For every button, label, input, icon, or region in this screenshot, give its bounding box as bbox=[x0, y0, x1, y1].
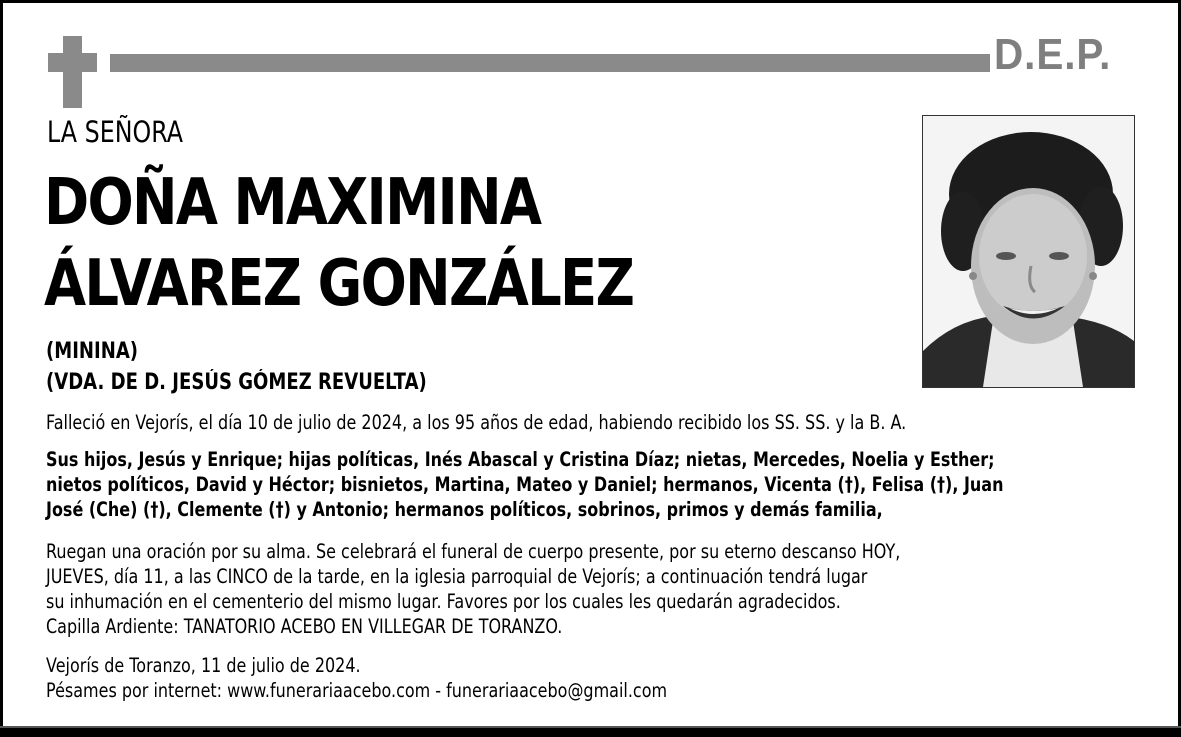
death-notice: Falleció en Vejorís, el día 10 de julio de 2024, a los 95 años de edad, habiendo recibido los SS. SS. y la B. A. bbox=[46, 411, 907, 434]
deceased-name-line1: DOÑA MAXIMINA bbox=[44, 166, 541, 240]
cross-icon-vertical bbox=[63, 36, 82, 108]
deceased-widow-of: (VDA. DE D. JESÚS GÓMEZ REVUELTA) bbox=[46, 370, 427, 395]
condolences-contact: Pésames por internet: www.funerariaacebo.com - funerariaacebo@gmail.com bbox=[46, 679, 668, 702]
cross-icon-horizontal bbox=[48, 53, 97, 72]
portrait-photo bbox=[922, 115, 1135, 388]
place-date: Vejorís de Toranzo, 11 de julio de 2024. bbox=[46, 654, 361, 677]
service-line: Capilla Ardiente: TANATORIO ACEBO EN VILLEGAR DE TORANZO. bbox=[46, 615, 563, 638]
bottom-border bbox=[0, 728, 1181, 737]
service-line: Ruegan una oración por su alma. Se celebrará el funeral de cuerpo presente, por su eterno descanso HOY, bbox=[46, 540, 901, 563]
family-line: Sus hijos, Jesús y Enrique; hijas políticas, Inés Abascal y Cristina Díaz; nietas, Mercedes, Noelia y Esther; bbox=[46, 448, 995, 471]
footer bbox=[46, 653, 667, 703]
service-line: JUEVES, día 11, a las CINCO de la tarde, en la iglesia parroquial de Vejorís; a continuación tendrá lugar bbox=[46, 565, 868, 588]
deceased-nickname: (MININA) bbox=[46, 339, 139, 364]
family-list bbox=[46, 447, 1003, 522]
service-line: su inhumación en el cementerio del mismo lugar. Favores por los cuales les quedarán agradecidos. bbox=[46, 590, 841, 613]
service-details bbox=[46, 539, 900, 639]
family-line: nietos políticos, David y Héctor; bisnietos, Martina, Mateo y Daniel; hermanos, Vicenta (†), Felisa (†), Juan bbox=[46, 473, 1004, 496]
family-line: José (Che) (†), Clemente (†) y Antonio; hermanos políticos, sobrinos, primos y demás familia, bbox=[46, 498, 883, 521]
deceased-name-line2: ÁLVAREZ GONZÁLEZ bbox=[44, 247, 634, 321]
portrait-image bbox=[923, 116, 1134, 387]
dep-label: D.E.P. bbox=[994, 30, 1112, 79]
deceased-title: LA SEÑORA bbox=[47, 115, 184, 149]
header-rule bbox=[110, 54, 990, 72]
